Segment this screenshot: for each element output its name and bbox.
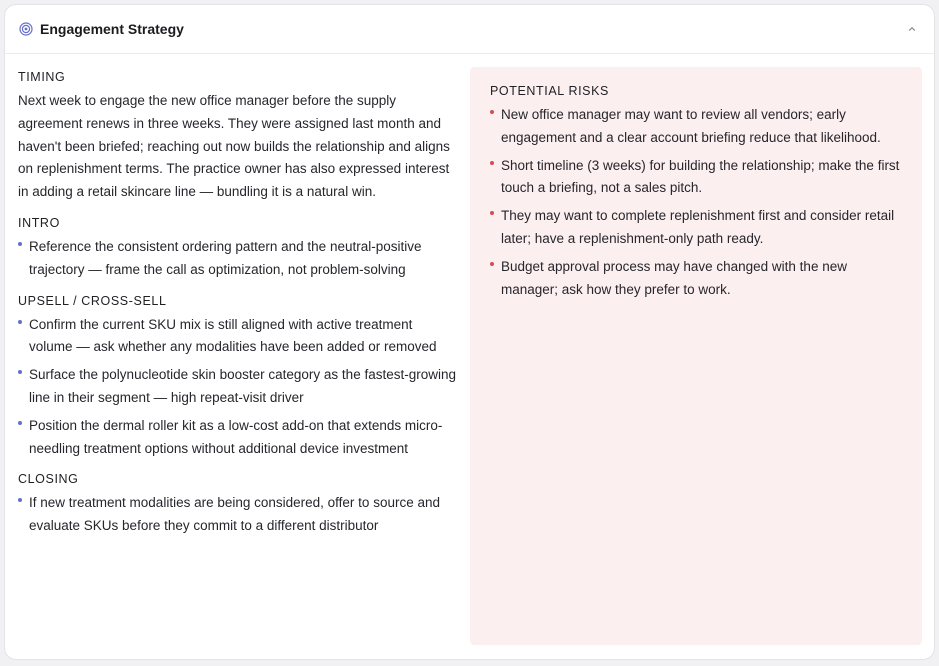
list-item: Surface the polynucleotide skin booster category as the fastest-growing line in their segment — high repeat-visit driver [18, 364, 458, 410]
timing-text: Next week to engage the new office manager before the supply agreement renews in three weeks. They were assigned last month and haven't been briefed; reaching out now builds the relationship and aligns on replenishment terms. The practice owner has also expressed interest in adding a retail skincare line — bundling it is a natural win. [18, 93, 450, 200]
list-item: If new treatment modalities are being considered, offer to source and evaluate SKUs before they commit to a different distributor [18, 492, 458, 538]
upsell-section [18, 292, 458, 461]
list-item: Reference the consistent ordering pattern and the neutral-positive trajectory — frame the call as optimization, not problem-solving [18, 236, 458, 282]
strategy-column [18, 68, 458, 538]
intro-list [18, 236, 458, 282]
closing-label: CLOSING [18, 472, 79, 487]
card-title: Engagement Strategy [40, 21, 184, 37]
engagement-strategy-card [4, 4, 935, 660]
risks-list [490, 104, 903, 301]
risk-item: They may want to complete replenishment first and consider retail later; have a replenishment-only path ready. [490, 205, 903, 251]
intro-label: INTRO [18, 215, 60, 230]
risk-item: Budget approval process may have changed with the new manager; ask how they prefer to work. [490, 256, 903, 302]
potential-risks-panel [470, 67, 922, 645]
closing-list [18, 492, 458, 538]
risks-label: POTENTIAL RISKS [490, 84, 609, 98]
card-header[interactable] [5, 5, 934, 54]
collapse-button[interactable] [904, 21, 920, 37]
upsell-list [18, 314, 458, 461]
list-item: Confirm the current SKU mix is still aligned with active treatment volume — ask whether any modalities have been added or removed [18, 314, 458, 360]
risk-item: Short timeline (3 weeks) for building the relationship; make the first touch a briefing, not a sales pitch. [490, 155, 903, 201]
target-icon [19, 22, 33, 36]
intro-section [18, 214, 458, 282]
upsell-label: UPSELL / CROSS-SELL [18, 293, 167, 308]
list-item: Position the dermal roller kit as a low-cost add-on that extends micro-needling treatment options without additional device investment [18, 415, 458, 461]
timing-label: TIMING [18, 70, 66, 84]
chevron-up-icon [907, 24, 917, 34]
risk-item: New office manager may want to review all vendors; early engagement and a clear account briefing reduce that likelihood. [490, 104, 903, 150]
closing-section [18, 470, 458, 538]
timing-section [18, 68, 458, 204]
